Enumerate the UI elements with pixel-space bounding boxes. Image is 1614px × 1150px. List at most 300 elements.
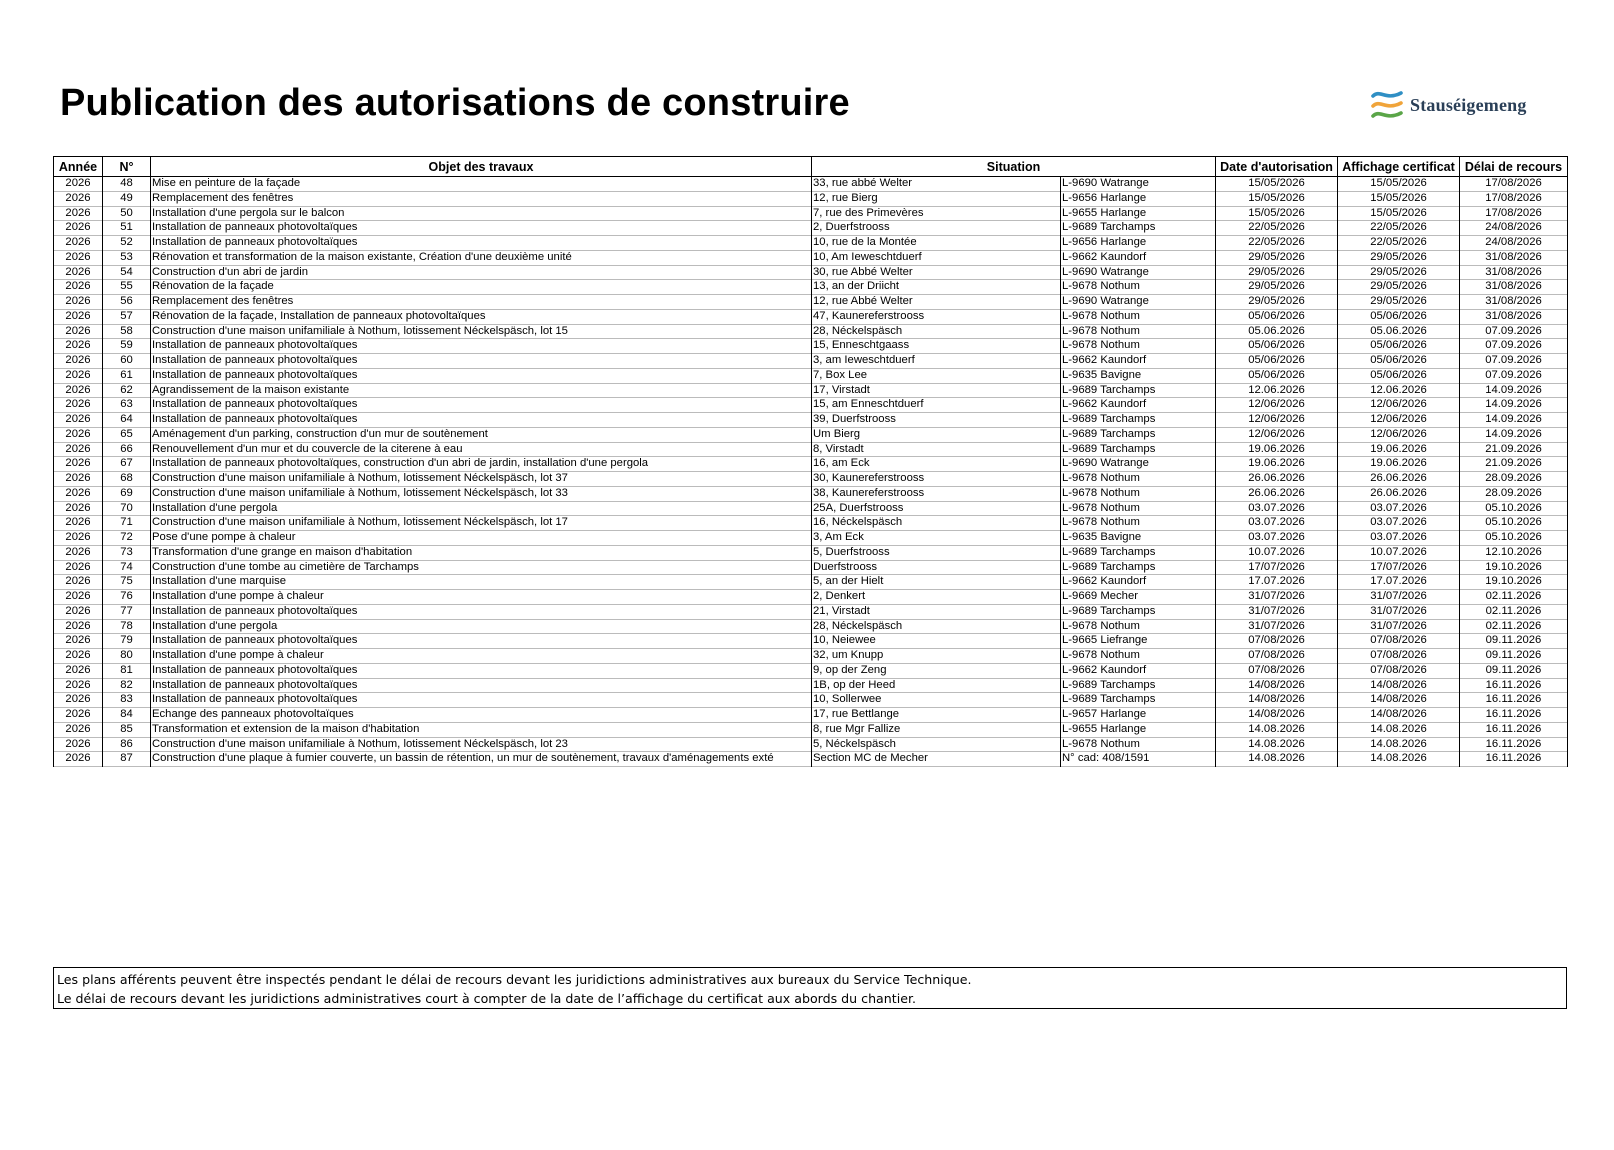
cell-affichage-certificat: 10.07.2026 bbox=[1338, 545, 1460, 560]
cell-adresse: 13, an der Driicht bbox=[812, 280, 1061, 295]
cell-numero: 59 bbox=[103, 339, 151, 354]
cell-delai-recours: 12.10.2026 bbox=[1460, 545, 1568, 560]
cell-objet: Construction d'une maison unifamiliale à Nothum, lotissement Néckelspäsch, lot 17 bbox=[151, 516, 812, 531]
cell-localite: L-9678 Nothum bbox=[1061, 280, 1216, 295]
cell-objet: Transformation d'une grange en maison d'habitation bbox=[151, 545, 812, 560]
cell-date-autorisation: 10.07.2026 bbox=[1216, 545, 1338, 560]
cell-numero: 74 bbox=[103, 560, 151, 575]
table-row bbox=[54, 722, 1568, 737]
cell-annee: 2026 bbox=[54, 191, 103, 206]
table-row bbox=[54, 383, 1568, 398]
cell-delai-recours: 02.11.2026 bbox=[1460, 604, 1568, 619]
cell-numero: 83 bbox=[103, 693, 151, 708]
cell-date-autorisation: 05/06/2026 bbox=[1216, 339, 1338, 354]
cell-date-autorisation: 05/06/2026 bbox=[1216, 309, 1338, 324]
cell-annee: 2026 bbox=[54, 265, 103, 280]
cell-delai-recours: 09.11.2026 bbox=[1460, 663, 1568, 678]
cell-annee: 2026 bbox=[54, 250, 103, 265]
cell-localite: L-9689 Tarchamps bbox=[1061, 693, 1216, 708]
notice-box bbox=[53, 967, 1567, 1009]
cell-objet: Mise en peinture de la façade bbox=[151, 177, 812, 192]
cell-objet: Remplacement des fenêtres bbox=[151, 191, 812, 206]
cell-objet: Rénovation et transformation de la maison existante, Création d'une deuxième unité bbox=[151, 250, 812, 265]
cell-adresse: 28, Néckelspäsch bbox=[812, 619, 1061, 634]
cell-date-autorisation: 17.07.2026 bbox=[1216, 575, 1338, 590]
table-row bbox=[54, 413, 1568, 428]
cell-numero: 68 bbox=[103, 472, 151, 487]
cell-affichage-certificat: 26.06.2026 bbox=[1338, 486, 1460, 501]
cell-adresse: 12, rue Bierg bbox=[812, 191, 1061, 206]
cell-annee: 2026 bbox=[54, 236, 103, 251]
cell-delai-recours: 09.11.2026 bbox=[1460, 649, 1568, 664]
cell-annee: 2026 bbox=[54, 752, 103, 767]
cell-adresse: 28, Néckelspäsch bbox=[812, 324, 1061, 339]
cell-objet: Installation de panneaux photovoltaïques, construction d'un abri de jardin, installation d'une pergola bbox=[151, 457, 812, 472]
cell-delai-recours: 02.11.2026 bbox=[1460, 590, 1568, 605]
cell-localite: L-9678 Nothum bbox=[1061, 737, 1216, 752]
cell-objet: Construction d'une maison unifamiliale à Nothum, lotissement Néckelspäsch, lot 23 bbox=[151, 737, 812, 752]
cell-objet: Agrandissement de la maison existante bbox=[151, 383, 812, 398]
cell-localite: L-9690 Watrange bbox=[1061, 295, 1216, 310]
table-row bbox=[54, 531, 1568, 546]
table-row bbox=[54, 339, 1568, 354]
cell-numero: 72 bbox=[103, 531, 151, 546]
cell-localite: L-9689 Tarchamps bbox=[1061, 442, 1216, 457]
cell-affichage-certificat: 12/06/2026 bbox=[1338, 413, 1460, 428]
cell-affichage-certificat: 07/08/2026 bbox=[1338, 649, 1460, 664]
cell-affichage-certificat: 29/05/2026 bbox=[1338, 295, 1460, 310]
cell-date-autorisation: 15/05/2026 bbox=[1216, 177, 1338, 192]
cell-annee: 2026 bbox=[54, 221, 103, 236]
cell-annee: 2026 bbox=[54, 545, 103, 560]
cell-numero: 80 bbox=[103, 649, 151, 664]
header-annee: Année bbox=[54, 157, 103, 177]
cell-adresse: 12, rue Abbé Welter bbox=[812, 295, 1061, 310]
cell-adresse: 7, Box Lee bbox=[812, 368, 1061, 383]
cell-objet: Echange des panneaux photovoltaïques bbox=[151, 708, 812, 723]
cell-annee: 2026 bbox=[54, 560, 103, 575]
cell-annee: 2026 bbox=[54, 486, 103, 501]
cell-adresse: 16, Néckelspäsch bbox=[812, 516, 1061, 531]
cell-objet: Installation de panneaux photovoltaïques bbox=[151, 663, 812, 678]
cell-numero: 71 bbox=[103, 516, 151, 531]
table-row bbox=[54, 398, 1568, 413]
cell-affichage-certificat: 03.07.2026 bbox=[1338, 516, 1460, 531]
cell-delai-recours: 07.09.2026 bbox=[1460, 354, 1568, 369]
cell-annee: 2026 bbox=[54, 619, 103, 634]
cell-affichage-certificat: 19.06.2026 bbox=[1338, 442, 1460, 457]
cell-affichage-certificat: 17/07/2026 bbox=[1338, 560, 1460, 575]
cell-date-autorisation: 15/05/2026 bbox=[1216, 206, 1338, 221]
cell-numero: 56 bbox=[103, 295, 151, 310]
cell-annee: 2026 bbox=[54, 280, 103, 295]
cell-affichage-certificat: 15/05/2026 bbox=[1338, 177, 1460, 192]
cell-adresse: 17, Virstadt bbox=[812, 383, 1061, 398]
cell-affichage-certificat: 12/06/2026 bbox=[1338, 398, 1460, 413]
cell-localite: L-9689 Tarchamps bbox=[1061, 560, 1216, 575]
cell-date-autorisation: 22/05/2026 bbox=[1216, 221, 1338, 236]
cell-delai-recours: 17/08/2026 bbox=[1460, 206, 1568, 221]
cell-objet: Construction d'une tombe au cimetière de Tarchamps bbox=[151, 560, 812, 575]
cell-localite: L-9657 Harlange bbox=[1061, 708, 1216, 723]
cell-delai-recours: 31/08/2026 bbox=[1460, 265, 1568, 280]
cell-annee: 2026 bbox=[54, 693, 103, 708]
cell-localite: L-9669 Mecher bbox=[1061, 590, 1216, 605]
cell-delai-recours: 31/08/2026 bbox=[1460, 309, 1568, 324]
cell-localite: L-9689 Tarchamps bbox=[1061, 427, 1216, 442]
cell-localite: L-9678 Nothum bbox=[1061, 649, 1216, 664]
cell-annee: 2026 bbox=[54, 427, 103, 442]
table-row bbox=[54, 619, 1568, 634]
cell-delai-recours: 05.10.2026 bbox=[1460, 516, 1568, 531]
cell-localite: L-9662 Kaundorf bbox=[1061, 398, 1216, 413]
cell-delai-recours: 16.11.2026 bbox=[1460, 722, 1568, 737]
cell-affichage-certificat: 14.08.2026 bbox=[1338, 752, 1460, 767]
cell-delai-recours: 05.10.2026 bbox=[1460, 531, 1568, 546]
cell-delai-recours: 16.11.2026 bbox=[1460, 708, 1568, 723]
cell-annee: 2026 bbox=[54, 516, 103, 531]
cell-affichage-certificat: 05/06/2026 bbox=[1338, 368, 1460, 383]
cell-annee: 2026 bbox=[54, 177, 103, 192]
cell-annee: 2026 bbox=[54, 649, 103, 664]
cell-numero: 49 bbox=[103, 191, 151, 206]
cell-adresse: 8, rue Mgr Fallize bbox=[812, 722, 1061, 737]
cell-numero: 78 bbox=[103, 619, 151, 634]
cell-adresse: 15, Enneschtgaass bbox=[812, 339, 1061, 354]
logo-text: Stauséigemeng bbox=[1410, 94, 1527, 115]
logo bbox=[1370, 87, 1527, 123]
cell-adresse: Section MC de Mecher bbox=[812, 752, 1061, 767]
cell-delai-recours: 14.09.2026 bbox=[1460, 413, 1568, 428]
cell-localite: L-9689 Tarchamps bbox=[1061, 545, 1216, 560]
cell-objet: Construction d'une maison unifamiliale à Nothum, lotissement Néckelspäsch, lot 33 bbox=[151, 486, 812, 501]
cell-adresse: 15, am Enneschtduerf bbox=[812, 398, 1061, 413]
cell-date-autorisation: 29/05/2026 bbox=[1216, 250, 1338, 265]
cell-affichage-certificat: 22/05/2026 bbox=[1338, 236, 1460, 251]
cell-affichage-certificat: 31/07/2026 bbox=[1338, 604, 1460, 619]
cell-objet: Installation de panneaux photovoltaïques bbox=[151, 221, 812, 236]
cell-date-autorisation: 03.07.2026 bbox=[1216, 516, 1338, 531]
cell-delai-recours: 28.09.2026 bbox=[1460, 472, 1568, 487]
header-date-autorisation: Date d'autorisation bbox=[1216, 157, 1338, 177]
cell-adresse: Um Bierg bbox=[812, 427, 1061, 442]
cell-adresse: 10, Am Ieweschtduerf bbox=[812, 250, 1061, 265]
cell-localite: L-9678 Nothum bbox=[1061, 486, 1216, 501]
cell-objet: Installation de panneaux photovoltaïques bbox=[151, 693, 812, 708]
cell-date-autorisation: 07/08/2026 bbox=[1216, 663, 1338, 678]
header-numero: N° bbox=[103, 157, 151, 177]
cell-date-autorisation: 31/07/2026 bbox=[1216, 590, 1338, 605]
cell-delai-recours: 16.11.2026 bbox=[1460, 752, 1568, 767]
cell-annee: 2026 bbox=[54, 368, 103, 383]
table-row bbox=[54, 590, 1568, 605]
table-row bbox=[54, 649, 1568, 664]
cell-adresse: 7, rue des Primevères bbox=[812, 206, 1061, 221]
cell-annee: 2026 bbox=[54, 678, 103, 693]
cell-adresse: Duerfstrooss bbox=[812, 560, 1061, 575]
cell-objet: Rénovation de la façade bbox=[151, 280, 812, 295]
cell-objet: Renouvellement d'un mur et du couvercle de la citerene à eau bbox=[151, 442, 812, 457]
header-affichage-certificat: Affichage certificat bbox=[1338, 157, 1460, 177]
cell-delai-recours: 14.09.2026 bbox=[1460, 427, 1568, 442]
cell-date-autorisation: 05.06.2026 bbox=[1216, 324, 1338, 339]
cell-adresse: 8, Virstadt bbox=[812, 442, 1061, 457]
table-row bbox=[54, 693, 1568, 708]
cell-objet: Construction d'une maison unifamiliale à Nothum, lotissement Néckelspäsch, lot 15 bbox=[151, 324, 812, 339]
cell-affichage-certificat: 07/08/2026 bbox=[1338, 634, 1460, 649]
cell-adresse: 5, Néckelspäsch bbox=[812, 737, 1061, 752]
cell-date-autorisation: 12.06.2026 bbox=[1216, 383, 1338, 398]
cell-date-autorisation: 29/05/2026 bbox=[1216, 265, 1338, 280]
cell-localite: L-9689 Tarchamps bbox=[1061, 413, 1216, 428]
cell-objet: Installation d'une pompe à chaleur bbox=[151, 590, 812, 605]
cell-delai-recours: 21.09.2026 bbox=[1460, 457, 1568, 472]
cell-adresse: 30, Kaunereferstrooss bbox=[812, 472, 1061, 487]
cell-objet: Installation de panneaux photovoltaïques bbox=[151, 634, 812, 649]
cell-date-autorisation: 14.08.2026 bbox=[1216, 737, 1338, 752]
cell-date-autorisation: 07/08/2026 bbox=[1216, 634, 1338, 649]
table-row bbox=[54, 663, 1568, 678]
cell-numero: 50 bbox=[103, 206, 151, 221]
cell-objet: Installation d'une pergola bbox=[151, 501, 812, 516]
cell-localite: L-9662 Kaundorf bbox=[1061, 575, 1216, 590]
cell-objet: Transformation et extension de la maison d'habitation bbox=[151, 722, 812, 737]
cell-localite: L-9662 Kaundorf bbox=[1061, 663, 1216, 678]
cell-date-autorisation: 15/05/2026 bbox=[1216, 191, 1338, 206]
notice-line-2: Le délai de recours devant les juridictions administratives court à compter de la date de l’affichage du certificat aux abords du chantier. bbox=[57, 991, 916, 1006]
cell-date-autorisation: 05/06/2026 bbox=[1216, 368, 1338, 383]
cell-numero: 82 bbox=[103, 678, 151, 693]
cell-adresse: 5, an der Hielt bbox=[812, 575, 1061, 590]
cell-affichage-certificat: 14/08/2026 bbox=[1338, 678, 1460, 693]
cell-delai-recours: 24/08/2026 bbox=[1460, 221, 1568, 236]
table-row bbox=[54, 324, 1568, 339]
cell-date-autorisation: 26.06.2026 bbox=[1216, 472, 1338, 487]
table-header-row bbox=[54, 157, 1568, 177]
cell-localite: L-9678 Nothum bbox=[1061, 339, 1216, 354]
cell-delai-recours: 09.11.2026 bbox=[1460, 634, 1568, 649]
cell-delai-recours: 16.11.2026 bbox=[1460, 693, 1568, 708]
table-row bbox=[54, 295, 1568, 310]
cell-date-autorisation: 14/08/2026 bbox=[1216, 708, 1338, 723]
cell-localite: L-9678 Nothum bbox=[1061, 309, 1216, 324]
cell-objet: Rénovation de la façade, Installation de panneaux photovoltaïques bbox=[151, 309, 812, 324]
cell-numero: 84 bbox=[103, 708, 151, 723]
cell-objet: Installation d'une pompe à chaleur bbox=[151, 649, 812, 664]
cell-delai-recours: 14.09.2026 bbox=[1460, 398, 1568, 413]
cell-adresse: 1B, op der Heed bbox=[812, 678, 1061, 693]
cell-numero: 63 bbox=[103, 398, 151, 413]
cell-delai-recours: 17/08/2026 bbox=[1460, 177, 1568, 192]
cell-affichage-certificat: 14/08/2026 bbox=[1338, 693, 1460, 708]
cell-objet: Construction d'un abri de jardin bbox=[151, 265, 812, 280]
table-body bbox=[54, 177, 1568, 767]
table-row bbox=[54, 368, 1568, 383]
table-row bbox=[54, 309, 1568, 324]
header-objet: Objet des travaux bbox=[151, 157, 812, 177]
cell-localite: L-9678 Nothum bbox=[1061, 619, 1216, 634]
cell-date-autorisation: 19.06.2026 bbox=[1216, 457, 1338, 472]
table-row bbox=[54, 501, 1568, 516]
cell-date-autorisation: 03.07.2026 bbox=[1216, 501, 1338, 516]
cell-numero: 85 bbox=[103, 722, 151, 737]
cell-affichage-certificat: 12.06.2026 bbox=[1338, 383, 1460, 398]
cell-adresse: 25A, Duerfstrooss bbox=[812, 501, 1061, 516]
table-row bbox=[54, 457, 1568, 472]
cell-adresse: 33, rue abbé Welter bbox=[812, 177, 1061, 192]
cell-delai-recours: 28.09.2026 bbox=[1460, 486, 1568, 501]
cell-annee: 2026 bbox=[54, 206, 103, 221]
cell-numero: 69 bbox=[103, 486, 151, 501]
cell-annee: 2026 bbox=[54, 722, 103, 737]
cell-adresse: 17, rue Bettlange bbox=[812, 708, 1061, 723]
cell-delai-recours: 17/08/2026 bbox=[1460, 191, 1568, 206]
cell-numero: 86 bbox=[103, 737, 151, 752]
cell-numero: 79 bbox=[103, 634, 151, 649]
cell-affichage-certificat: 19.06.2026 bbox=[1338, 457, 1460, 472]
cell-date-autorisation: 31/07/2026 bbox=[1216, 619, 1338, 634]
cell-objet: Installation de panneaux photovoltaïques bbox=[151, 368, 812, 383]
cell-annee: 2026 bbox=[54, 442, 103, 457]
cell-objet: Installation d'une pergola sur le balcon bbox=[151, 206, 812, 221]
cell-delai-recours: 05.10.2026 bbox=[1460, 501, 1568, 516]
cell-annee: 2026 bbox=[54, 457, 103, 472]
table-row bbox=[54, 265, 1568, 280]
cell-date-autorisation: 05/06/2026 bbox=[1216, 354, 1338, 369]
cell-objet: Installation d'une marquise bbox=[151, 575, 812, 590]
cell-delai-recours: 16.11.2026 bbox=[1460, 678, 1568, 693]
table-row bbox=[54, 575, 1568, 590]
cell-localite: L-9656 Harlange bbox=[1061, 191, 1216, 206]
cell-annee: 2026 bbox=[54, 309, 103, 324]
cell-delai-recours: 24/08/2026 bbox=[1460, 236, 1568, 251]
table-row bbox=[54, 545, 1568, 560]
cell-adresse: 30, rue Abbé Welter bbox=[812, 265, 1061, 280]
cell-adresse: 38, Kaunereferstrooss bbox=[812, 486, 1061, 501]
cell-delai-recours: 31/08/2026 bbox=[1460, 250, 1568, 265]
table-row bbox=[54, 280, 1568, 295]
cell-adresse: 32, um Knupp bbox=[812, 649, 1061, 664]
cell-affichage-certificat: 29/05/2026 bbox=[1338, 280, 1460, 295]
cell-affichage-certificat: 15/05/2026 bbox=[1338, 191, 1460, 206]
cell-adresse: 21, Virstadt bbox=[812, 604, 1061, 619]
cell-annee: 2026 bbox=[54, 324, 103, 339]
cell-localite: L-9689 Tarchamps bbox=[1061, 221, 1216, 236]
cell-delai-recours: 19.10.2026 bbox=[1460, 575, 1568, 590]
cell-delai-recours: 07.09.2026 bbox=[1460, 368, 1568, 383]
cell-affichage-certificat: 05/06/2026 bbox=[1338, 309, 1460, 324]
cell-annee: 2026 bbox=[54, 413, 103, 428]
table-row bbox=[54, 486, 1568, 501]
cell-objet: Installation de panneaux photovoltaïques bbox=[151, 398, 812, 413]
cell-adresse: 5, Duerfstrooss bbox=[812, 545, 1061, 560]
table-row bbox=[54, 236, 1568, 251]
cell-delai-recours: 07.09.2026 bbox=[1460, 324, 1568, 339]
cell-localite: L-9655 Harlange bbox=[1061, 206, 1216, 221]
table-row bbox=[54, 516, 1568, 531]
cell-numero: 76 bbox=[103, 590, 151, 605]
cell-affichage-certificat: 05/06/2026 bbox=[1338, 354, 1460, 369]
table-row bbox=[54, 177, 1568, 192]
cell-delai-recours: 02.11.2026 bbox=[1460, 619, 1568, 634]
cell-objet: Installation de panneaux photovoltaïques bbox=[151, 413, 812, 428]
cell-annee: 2026 bbox=[54, 737, 103, 752]
cell-numero: 70 bbox=[103, 501, 151, 516]
cell-affichage-certificat: 31/07/2026 bbox=[1338, 619, 1460, 634]
cell-annee: 2026 bbox=[54, 531, 103, 546]
cell-affichage-certificat: 14/08/2026 bbox=[1338, 708, 1460, 723]
table-row bbox=[54, 472, 1568, 487]
cell-localite: N° cad: 408/1591 bbox=[1061, 752, 1216, 767]
cell-date-autorisation: 26.06.2026 bbox=[1216, 486, 1338, 501]
cell-localite: L-9655 Harlange bbox=[1061, 722, 1216, 737]
cell-numero: 61 bbox=[103, 368, 151, 383]
cell-numero: 48 bbox=[103, 177, 151, 192]
cell-annee: 2026 bbox=[54, 590, 103, 605]
cell-adresse: 16, am Eck bbox=[812, 457, 1061, 472]
cell-annee: 2026 bbox=[54, 708, 103, 723]
cell-affichage-certificat: 31/07/2026 bbox=[1338, 590, 1460, 605]
cell-date-autorisation: 12/06/2026 bbox=[1216, 427, 1338, 442]
cell-numero: 55 bbox=[103, 280, 151, 295]
cell-objet: Installation d'une pergola bbox=[151, 619, 812, 634]
cell-delai-recours: 14.09.2026 bbox=[1460, 383, 1568, 398]
cell-affichage-certificat: 14.08.2026 bbox=[1338, 722, 1460, 737]
cell-objet: Remplacement des fenêtres bbox=[151, 295, 812, 310]
cell-numero: 60 bbox=[103, 354, 151, 369]
cell-date-autorisation: 14/08/2026 bbox=[1216, 693, 1338, 708]
page-title: Publication des autorisations de construire bbox=[60, 82, 850, 124]
cell-objet: Installation de panneaux photovoltaïques bbox=[151, 339, 812, 354]
cell-date-autorisation: 22/05/2026 bbox=[1216, 236, 1338, 251]
cell-affichage-certificat: 29/05/2026 bbox=[1338, 250, 1460, 265]
cell-localite: L-9689 Tarchamps bbox=[1061, 604, 1216, 619]
cell-annee: 2026 bbox=[54, 339, 103, 354]
cell-numero: 81 bbox=[103, 663, 151, 678]
cell-numero: 64 bbox=[103, 413, 151, 428]
cell-localite: L-9635 Bavigne bbox=[1061, 531, 1216, 546]
table-row bbox=[54, 560, 1568, 575]
cell-annee: 2026 bbox=[54, 575, 103, 590]
cell-adresse: 10, Neiewee bbox=[812, 634, 1061, 649]
cell-objet: Installation de panneaux photovoltaïques bbox=[151, 604, 812, 619]
cell-localite: L-9665 Liefrange bbox=[1061, 634, 1216, 649]
cell-date-autorisation: 14/08/2026 bbox=[1216, 678, 1338, 693]
cell-affichage-certificat: 29/05/2026 bbox=[1338, 265, 1460, 280]
cell-delai-recours: 19.10.2026 bbox=[1460, 560, 1568, 575]
cell-annee: 2026 bbox=[54, 295, 103, 310]
cell-localite: L-9662 Kaundorf bbox=[1061, 250, 1216, 265]
table-row bbox=[54, 206, 1568, 221]
cell-delai-recours: 31/08/2026 bbox=[1460, 295, 1568, 310]
cell-objet: Construction d'une maison unifamiliale à Nothum, lotissement Néckelspäsch, lot 37 bbox=[151, 472, 812, 487]
cell-objet: Installation de panneaux photovoltaïques bbox=[151, 354, 812, 369]
header-situation: Situation bbox=[812, 157, 1216, 177]
header-delai-recours: Délai de recours bbox=[1460, 157, 1568, 177]
cell-numero: 54 bbox=[103, 265, 151, 280]
cell-adresse: 3, am Ieweschtduerf bbox=[812, 354, 1061, 369]
cell-annee: 2026 bbox=[54, 501, 103, 516]
cell-objet: Pose d'une pompe à chaleur bbox=[151, 531, 812, 546]
table-row bbox=[54, 442, 1568, 457]
cell-numero: 52 bbox=[103, 236, 151, 251]
cell-date-autorisation: 17/07/2026 bbox=[1216, 560, 1338, 575]
cell-numero: 73 bbox=[103, 545, 151, 560]
cell-affichage-certificat: 03.07.2026 bbox=[1338, 501, 1460, 516]
cell-adresse: 2, Duerfstrooss bbox=[812, 221, 1061, 236]
cell-numero: 66 bbox=[103, 442, 151, 457]
cell-date-autorisation: 12/06/2026 bbox=[1216, 413, 1338, 428]
